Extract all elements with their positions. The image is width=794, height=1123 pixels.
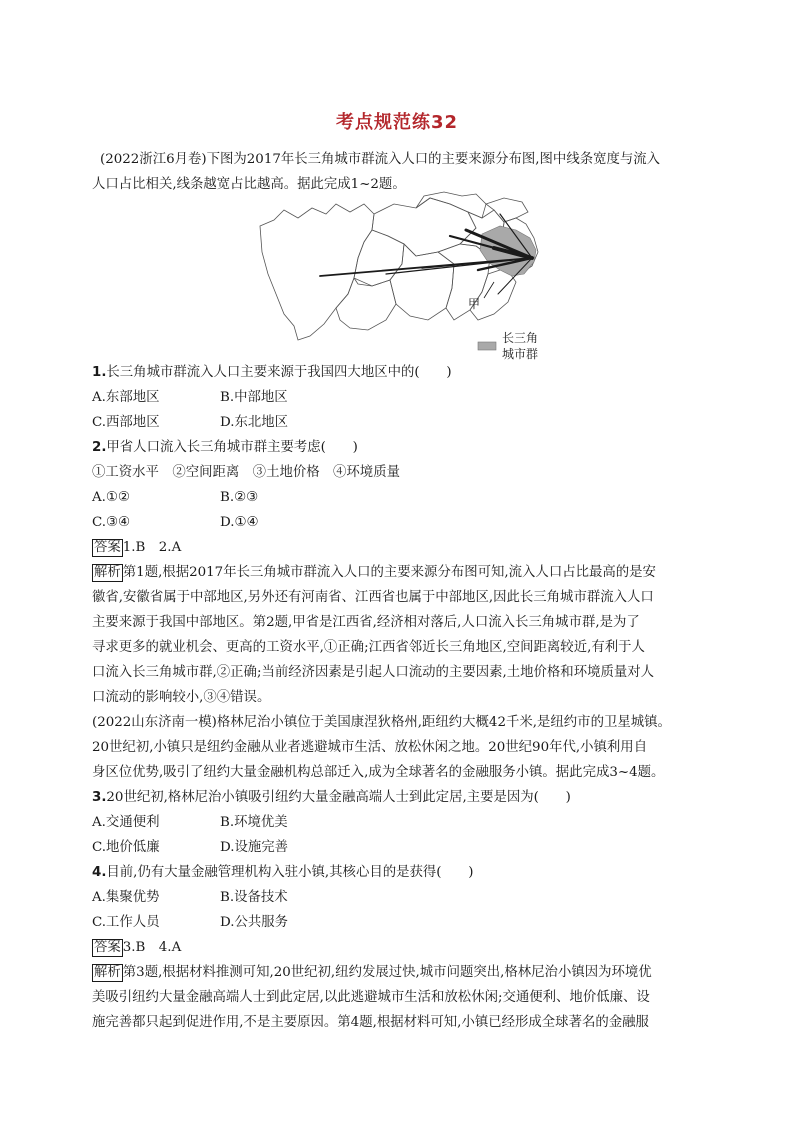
answer-2 (92, 935, 714, 960)
q4-option-a: A.集聚优势 (92, 890, 160, 905)
explanation-2-line-1: 解析 第3题,根据材料推测可知,20世纪初,纽约发展过快,城市问题突出,格林尼治小镇因为环境优 (94, 965, 652, 980)
explanation-2-label: 解析 (94, 965, 121, 980)
question-3-number: 3. (92, 790, 107, 805)
explanation-1-line-6: 口流动的影响较小,③④错误。 (92, 690, 271, 705)
label-jia: 甲 (468, 297, 481, 311)
jia-leader-line (484, 282, 494, 298)
guizhou-outline (336, 278, 396, 330)
explanation-1-line-5: 口流入长三角城市群,②正确;当前经济因素是引起人口流动的主要因素,土地价格和环境质量对人 (92, 665, 655, 680)
q2-option-c: C.③④ (92, 515, 131, 530)
question-4 (92, 860, 714, 885)
intro-1-line-1: (2022浙江6月卷)下图为2017年长三角城市群流入人口的主要来源分布图,图中线条宽度与流入 (100, 152, 661, 167)
explanation-1-line-2: 徽省,安徽省属于中部地区,另外还有河南省、江西省也属于中部地区,因此长三角城市群流入人口 (92, 590, 654, 605)
q3-option-a: A.交通便利 (92, 815, 160, 830)
explanation-1-label: 解析 (94, 565, 121, 580)
q4-option-b: B.设备技术 (220, 890, 288, 905)
q3-option-b: B.环境优美 (220, 815, 288, 830)
hubei-outline (372, 198, 476, 256)
fujian-outline (470, 268, 516, 320)
q1-option-a: A.东部地区 (92, 390, 160, 405)
question-1-number: 1. (92, 365, 107, 380)
question-1-options-row-1 (92, 385, 714, 410)
explanation-1-line-4: 寻求更多的就业机会、更高的工资水平,①正确;江西省邻近长三角地区,空间距离较近,有利于人 (92, 640, 645, 655)
question-3 (92, 785, 714, 810)
intro-1-line-2: 人口占比相关,线条越宽占比越高。据此完成1~2题。 (92, 177, 406, 192)
question-4-options-row-1 (92, 885, 714, 910)
explanation-2-line-3: 施完善都只起到促进作用,不是主要原因。第4题,根据材料可知,小镇已经形成全球著名的金融服 (92, 1015, 649, 1030)
question-1-options-row-2 (92, 410, 714, 435)
answer-1-text: 1.B 2.A (122, 540, 182, 555)
question-4-text: 目前,仍有大量金融管理机构入驻小镇,其核心目的是获得( ) (106, 865, 474, 880)
question-4-number: 4. (92, 865, 107, 880)
question-2 (92, 435, 714, 460)
intro-2-line-1: (2022山东济南一模)格林尼治小镇位于美国康涅狄格州,距纽约大概42千米,是纽约市的卫星城镇。 (92, 715, 671, 730)
henan-outline (416, 192, 486, 218)
q1-option-b: B.中部地区 (220, 390, 288, 405)
question-2-items: ①工资水平 ②空间距离 ③土地价格 ④环境质量 (92, 465, 400, 480)
explanation-1-line-1: 解析 第1题,根据2017年长三角城市群流入人口的主要来源分布图可知,流入人口占比最高的是安 (94, 565, 656, 580)
question-2-text: 甲省人口流入长三角城市群主要考虑( ) (106, 440, 358, 455)
answer-1-label: 答案 (94, 540, 121, 555)
intro-2-line-2: 20世纪初,小镇只是纽约金融从业者逃避城市生活、放松休闲之地。20世纪90年代,小镇利用自 (92, 740, 648, 755)
q1-option-c: C.西部地区 (92, 415, 160, 430)
questions-block-1 (92, 360, 714, 1035)
q1-option-d: D.东北地区 (220, 415, 289, 430)
question-3-text: 20世纪初,格林尼治小镇吸引纽约大量金融高端人士到此定居,主要是因为( ) (106, 790, 571, 805)
intro-2-line-3: 身区位优势,吸引了纽约大量金融机构总部迁入,成为全球著名的金融服务小镇。据此完成3~4题。 (92, 765, 665, 780)
question-2-options-row-1 (92, 485, 714, 510)
explanation-1-line-3: 主要来源于我国中部地区。第2题,甲省是江西省,经济相对落后,人口流入长三角城市群,是为了 (92, 615, 640, 630)
answer-2-text: 3.B 4.A (122, 940, 182, 955)
legend-label-1: 长三角 (502, 331, 539, 345)
migration-map (254, 190, 554, 362)
q4-option-c: C.工作人员 (92, 915, 160, 930)
legend-label-2: 城市群 (502, 347, 539, 361)
answer-2-label: 答案 (94, 940, 121, 955)
question-1-text: 长三角城市群流入人口主要来源于我国四大地区中的( ) (106, 365, 452, 380)
chongqing-outline (354, 230, 404, 286)
question-2-number: 2. (92, 440, 107, 455)
q2-option-b: B.②③ (220, 490, 259, 505)
hunan-outline (390, 244, 454, 320)
answer-1 (92, 535, 714, 560)
shandong-outline (486, 198, 528, 222)
page-title: 考点规范练32 (335, 112, 459, 133)
q3-option-c: C.地价低廉 (92, 840, 160, 855)
q4-option-d: D.公共服务 (220, 915, 289, 930)
question-1 (92, 360, 714, 385)
legend-swatch (478, 342, 496, 350)
question-3-options-row-2 (92, 835, 714, 860)
q2-option-a: A.①② (92, 490, 130, 505)
q3-option-d: D.设施完善 (220, 840, 289, 855)
question-3-options-row-1 (92, 810, 714, 835)
question-4-options-row-2 (92, 910, 714, 935)
question-2-options-row-2 (92, 510, 714, 535)
q2-option-d: D.①④ (220, 515, 259, 530)
explanation-2-line-2: 美吸引纽约大量金融高端人士到此定居,以此逃避城市生活和放松休闲;交通便利、地价低廉、设 (92, 990, 650, 1005)
